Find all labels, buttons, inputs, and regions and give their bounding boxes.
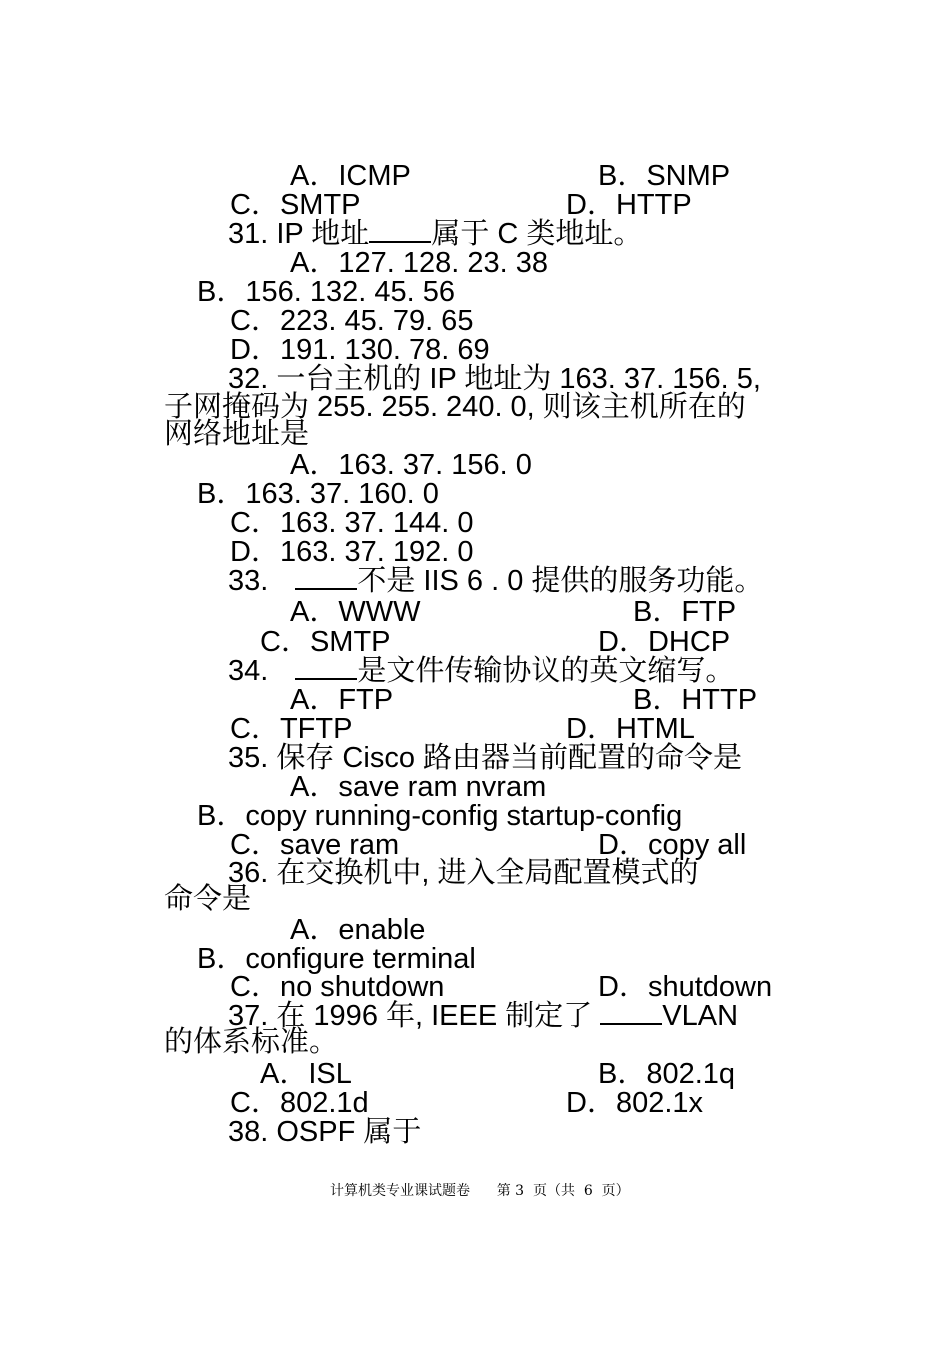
q33-option-d: D．DHCP	[598, 626, 731, 658]
q31-stem-end: 属于 C 类地址。	[431, 218, 643, 250]
q31-option-b: B．156. 132. 45. 56	[197, 276, 455, 308]
q32-stem-line2: 子网掩码为 255. 255. 240. 0, 则该主机所在的	[164, 391, 746, 423]
q34-stem-end: 是文件传输协议的英文缩写。	[357, 655, 735, 687]
answer-blank	[369, 219, 431, 243]
q37-option-b: B．802.1q	[598, 1058, 736, 1090]
q35-option-c: C．save ram	[230, 829, 400, 861]
q34-option-d: D．HTML	[566, 713, 695, 745]
q35-option-b: B．copy running-config startup-config	[197, 800, 683, 832]
q34-option-c: C．TFTP	[230, 713, 353, 745]
q32-option-a: A．163. 37. 156. 0	[290, 449, 532, 481]
q35-option-d: D．copy all	[598, 829, 747, 861]
q34-option-a: A．FTP	[290, 684, 394, 716]
q35-stem: 35. 保存 Cisco 路由器当前配置的命令是	[228, 742, 743, 774]
answer-blank	[295, 656, 357, 680]
q36-option-a: A．enable	[290, 914, 426, 946]
q30-option-c: C．SMTP	[230, 189, 361, 221]
q33-option-a: A．WWW	[290, 596, 421, 628]
q34-number: 34.	[228, 655, 269, 687]
answer-blank	[295, 566, 357, 590]
answer-blank	[600, 1001, 662, 1025]
q33-stem	[228, 566, 763, 596]
q30-option-a: A．ICMP	[290, 160, 411, 192]
q36-stem-line1: 36. 在交换机中, 进入全局配置模式的	[228, 857, 699, 889]
q32-option-b: B．163. 37. 160. 0	[197, 478, 439, 510]
q31-stem	[228, 219, 642, 249]
q33-number: 33.	[228, 565, 269, 597]
q37-stem-end: VLAN	[662, 1000, 739, 1032]
q36-option-b: B．configure terminal	[197, 943, 476, 975]
q30-option-d: D．HTTP	[566, 189, 692, 221]
q34-stem	[228, 656, 734, 686]
q36-stem-line2: 命令是	[164, 883, 252, 915]
q33-option-c: C．SMTP	[260, 626, 391, 658]
q37-stem-start: 37. 在 1996 年, IEEE 制定了	[228, 1000, 593, 1032]
q37-option-d: D．802.1x	[566, 1087, 704, 1119]
q37-option-c: C．802.1d	[230, 1087, 369, 1119]
q37-stem-line2: 的体系标准。	[164, 1026, 339, 1058]
q31-option-c: C．223. 45. 79. 65	[230, 305, 474, 337]
q32-option-d: D．163. 37. 192. 0	[230, 536, 474, 568]
q35-option-a: A．save ram nvram	[290, 771, 547, 803]
q31-stem-start: 31. IP 地址	[228, 218, 370, 250]
q36-option-d: D．shutdown	[598, 971, 773, 1003]
q32-option-c: C．163. 37. 144. 0	[230, 507, 474, 539]
q31-option-d: D．191. 130. 78. 69	[230, 334, 490, 366]
q31-option-a: A．127. 128. 23. 38	[290, 247, 548, 279]
q32-stem-line1: 32. 一台主机的 IP 地址为 163. 37. 156. 5,	[228, 363, 761, 395]
page-footer: 计算机类专业课试题卷 第 3 页（共 6 页）	[330, 1183, 630, 1199]
q37-option-a: A．ISL	[260, 1058, 352, 1090]
q30-option-b: B．SNMP	[598, 160, 731, 192]
q38-stem: 38. OSPF 属于	[228, 1116, 422, 1148]
q34-option-b: B．HTTP	[633, 684, 758, 716]
q33-option-b: B．FTP	[633, 596, 737, 628]
q36-option-c: C．no shutdown	[230, 971, 445, 1003]
q32-stem-line3: 网络地址是	[164, 418, 310, 450]
q33-stem-end: 不是 IIS 6 . 0 提供的服务功能。	[357, 565, 764, 597]
